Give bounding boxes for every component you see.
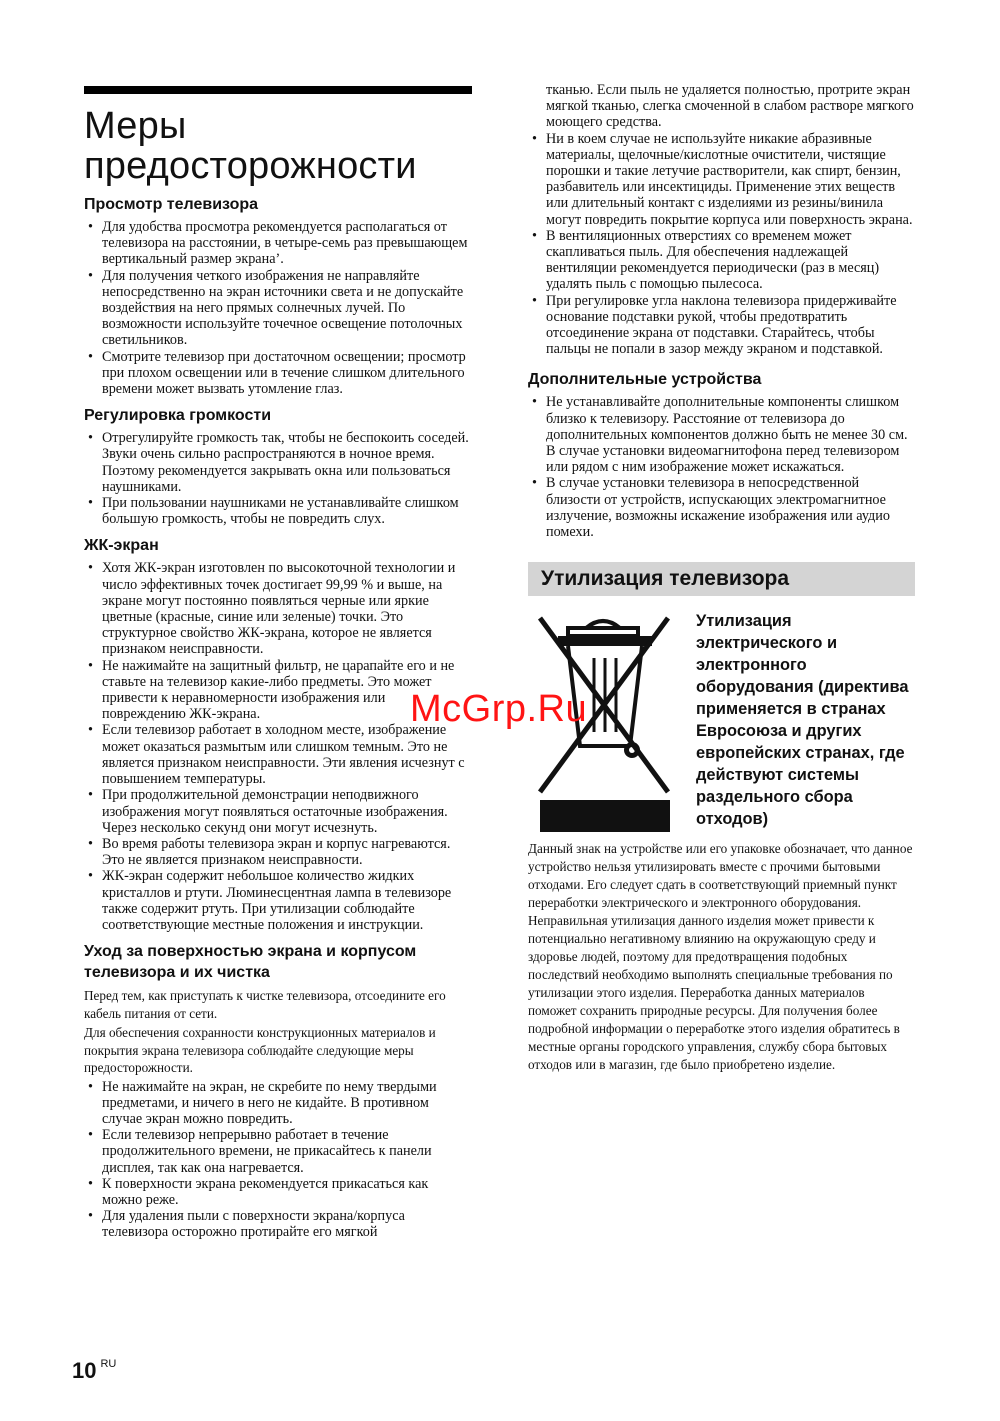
list-item: • При регулировке угла наклона телевизора придерживайте основание подставки рукой, чтобы предотвратить отсоединение экрана от подставки. Старайтесь, чтобы пальцы не попали в зазор между экраном и подставкой.: [528, 293, 915, 358]
disposal-band-title: Утилизация телевизора: [528, 562, 915, 596]
disposal-body: Данный знак на устройстве или его упаковке обозначает, что данное устройство нельзя утилизировать вместе с прочими бытовыми отходами. Его следует сдать в соответствующий приемный пункт переработки электрического и электронного оборудования. Неправильная утилизация данного изделия может привести к потенциально негативному влиянию на окружающую среду и здоровье людей, поэтому для предотвращения подобных последствий необходимо выполнять специальные требования по утилизации этого изделия. Переработка данных материалов поможет сохранить природные ресурсы. Для получения более подробной информации о переработке этого изделия обратитесь в местные органы городского управления, службу сбора бытовых отходов или в магазин, где было приобретено изделие.: [528, 841, 913, 1073]
list-item: • Для удобства просмотра рекомендуется располагаться от телевизора на расстоянии, в четыре-семь раз превышающем вертикальный размер экрана’.: [84, 219, 472, 268]
page-number: 10: [72, 1358, 97, 1383]
page-footer: [72, 1358, 116, 1384]
list-item: • В случае установки телевизора в непосредственной близости от устройств, испускающих электромагнитное излучение, возможны искажение изображения или аудио помехи.: [528, 475, 915, 540]
list-item: • Если телевизор непрерывно работает в течение продолжительного времени, не прикасайтесь к панели дисплея, так как она нагревается.: [84, 1127, 472, 1176]
care-continued-text: тканью. Если пыль не удаляется полностью, протрите экран мягкой тканью, слегка смоченной в слабом растворе мягкого моющего средства.: [546, 82, 914, 131]
list-item: • При пользовании наушниками не устанавливайте слишком большую громкость, чтобы не повредить слух.: [84, 495, 472, 527]
list-item: • Не устанавливайте дополнительные компоненты слишком близко к телевизору. Расстояние от телевизора до дополнительных компонентов должно быть не менее 30 см. В случае установки видеомагнитофона перед телевизором или рядом с ним изображение может искажаться.: [528, 394, 915, 475]
left-column: [84, 86, 472, 1241]
list-item: • Для удаления пыли с поверхности экрана/корпуса телевизора осторожно протирайте его мягкой: [84, 1208, 472, 1240]
weee-black-bar: [540, 800, 670, 832]
list-item: • Если телевизор работает в холодном месте, изображение может оказаться размытым или слишком темным. Это не является признаком неисправности. Эти явления исчезнут с повышением температуры.: [84, 722, 472, 787]
list-item: • Не нажимайте на экран, не скребите по нему твердыми предметами, и ничего в него не кидайте. В противном случае экран можно повредить.: [84, 1079, 472, 1128]
right-column: [528, 82, 915, 1074]
section-heading-volume: Регулировка громкости: [84, 407, 272, 425]
care-intro-1: Перед тем, как приступать к чистке телевизора, отсоедините его кабель питания от сети.: [84, 988, 446, 1021]
page-language: RU: [100, 1358, 117, 1370]
list-item: • Ни в коем случае не используйте никакие абразивные материалы, щелочные/кислотные очистители, чистящие порошки и такие летучие растворители, как спирт, бензин, разбавитель или инсектициды. Применение этих веществ или длительный контакт с изделиями из резины/винила могут повредить покрытие корпуса или поверхность экрана.: [528, 131, 915, 228]
list-item: • Во время работы телевизора экран и корпус нагреваются. Это не является признаком неисправности.: [84, 836, 472, 868]
list-item: • В вентиляционных отверстиях со временем может скапливаться пыль. Для обеспечения надлежащей вентиляции рекомендуется периодически (раз в месяц) удалять пыль с помощью пылесоса.: [528, 228, 915, 293]
volume-list: [84, 430, 472, 527]
title-rule: [84, 86, 472, 94]
list-item: • К поверхности экрана рекомендуется прикасаться как можно реже.: [84, 1176, 472, 1208]
section-heading-lcd: ЖК-экран: [84, 537, 159, 555]
page-title: Меры предосторожности: [84, 105, 417, 187]
care-list-continued: [528, 131, 915, 358]
watermark: McGrp.Ru: [410, 688, 588, 730]
list-item: • Не нажимайте на защитный фильтр, не царапайте его и не ставьте на телевизор какие-либо предметы. Это может привести к неравномерности изображения или повреждению ЖК-экрана.: [84, 658, 472, 723]
weee-subheading: Утилизация электрического и электронного оборудования (директива применяется в странах Евросоюза и других европейских странах, где действуют системы раздельного сбора отходов): [696, 612, 909, 829]
lcd-list: [84, 560, 472, 933]
list-item: • Отрегулируйте громкость так, чтобы не беспокоить соседей. Звуки очень сильно распространяются в ночное время. Поэтому рекомендуется закрывать окна или пользоваться наушниками.: [84, 430, 472, 495]
list-item: • Для получения четкого изображения не направляйте непосредственно на экран источники света и не допускайте воздействия на него прямых солнечных лучей. По возможности используйте точечное освещение потолочных светильников.: [84, 268, 472, 349]
viewing-list: [84, 219, 472, 397]
section-heading-optional: Дополнительные устройства: [528, 371, 762, 389]
section-heading-care: Уход за поверхностью экрана и корпусом телевизора и их чистка: [84, 943, 417, 982]
list-item: • При продолжительной демонстрации неподвижного изображения могут появляться остаточные изображения. Через несколько секунд они могут исчезнуть.: [84, 787, 472, 836]
list-item: • ЖК-экран содержит небольшое количество жидких кристаллов и ртути. Люминесцентная лампа в телевизоре также содержит ртуть. При утилизации соблюдайте соответствующие местные положения и инструкции.: [84, 868, 472, 933]
list-item: • Смотрите телевизор при достаточном освещении; просмотр при плохом освещении или в течение слишком длительного времени может вызвать утомление глаз.: [84, 349, 472, 398]
list-item: • Хотя ЖК-экран изготовлен по высокоточной технологии и число эффективных точек достигает 99,99 % и выше, на экране могут постоянно появляться черные или яркие цветные (красные, синие или зеленые) точки. Это структурное свойство ЖК-экрана, которое не является признаком неисправности.: [84, 560, 472, 657]
section-heading-viewing: Просмотр телевизора: [84, 196, 259, 213]
optional-list: [528, 394, 915, 540]
care-list: [84, 1079, 472, 1241]
care-intro-2: Для обеспечения сохранности конструкционных материалов и покрытия экрана телевизора соблюдайте следующие меры предосторожности.: [84, 1025, 436, 1076]
